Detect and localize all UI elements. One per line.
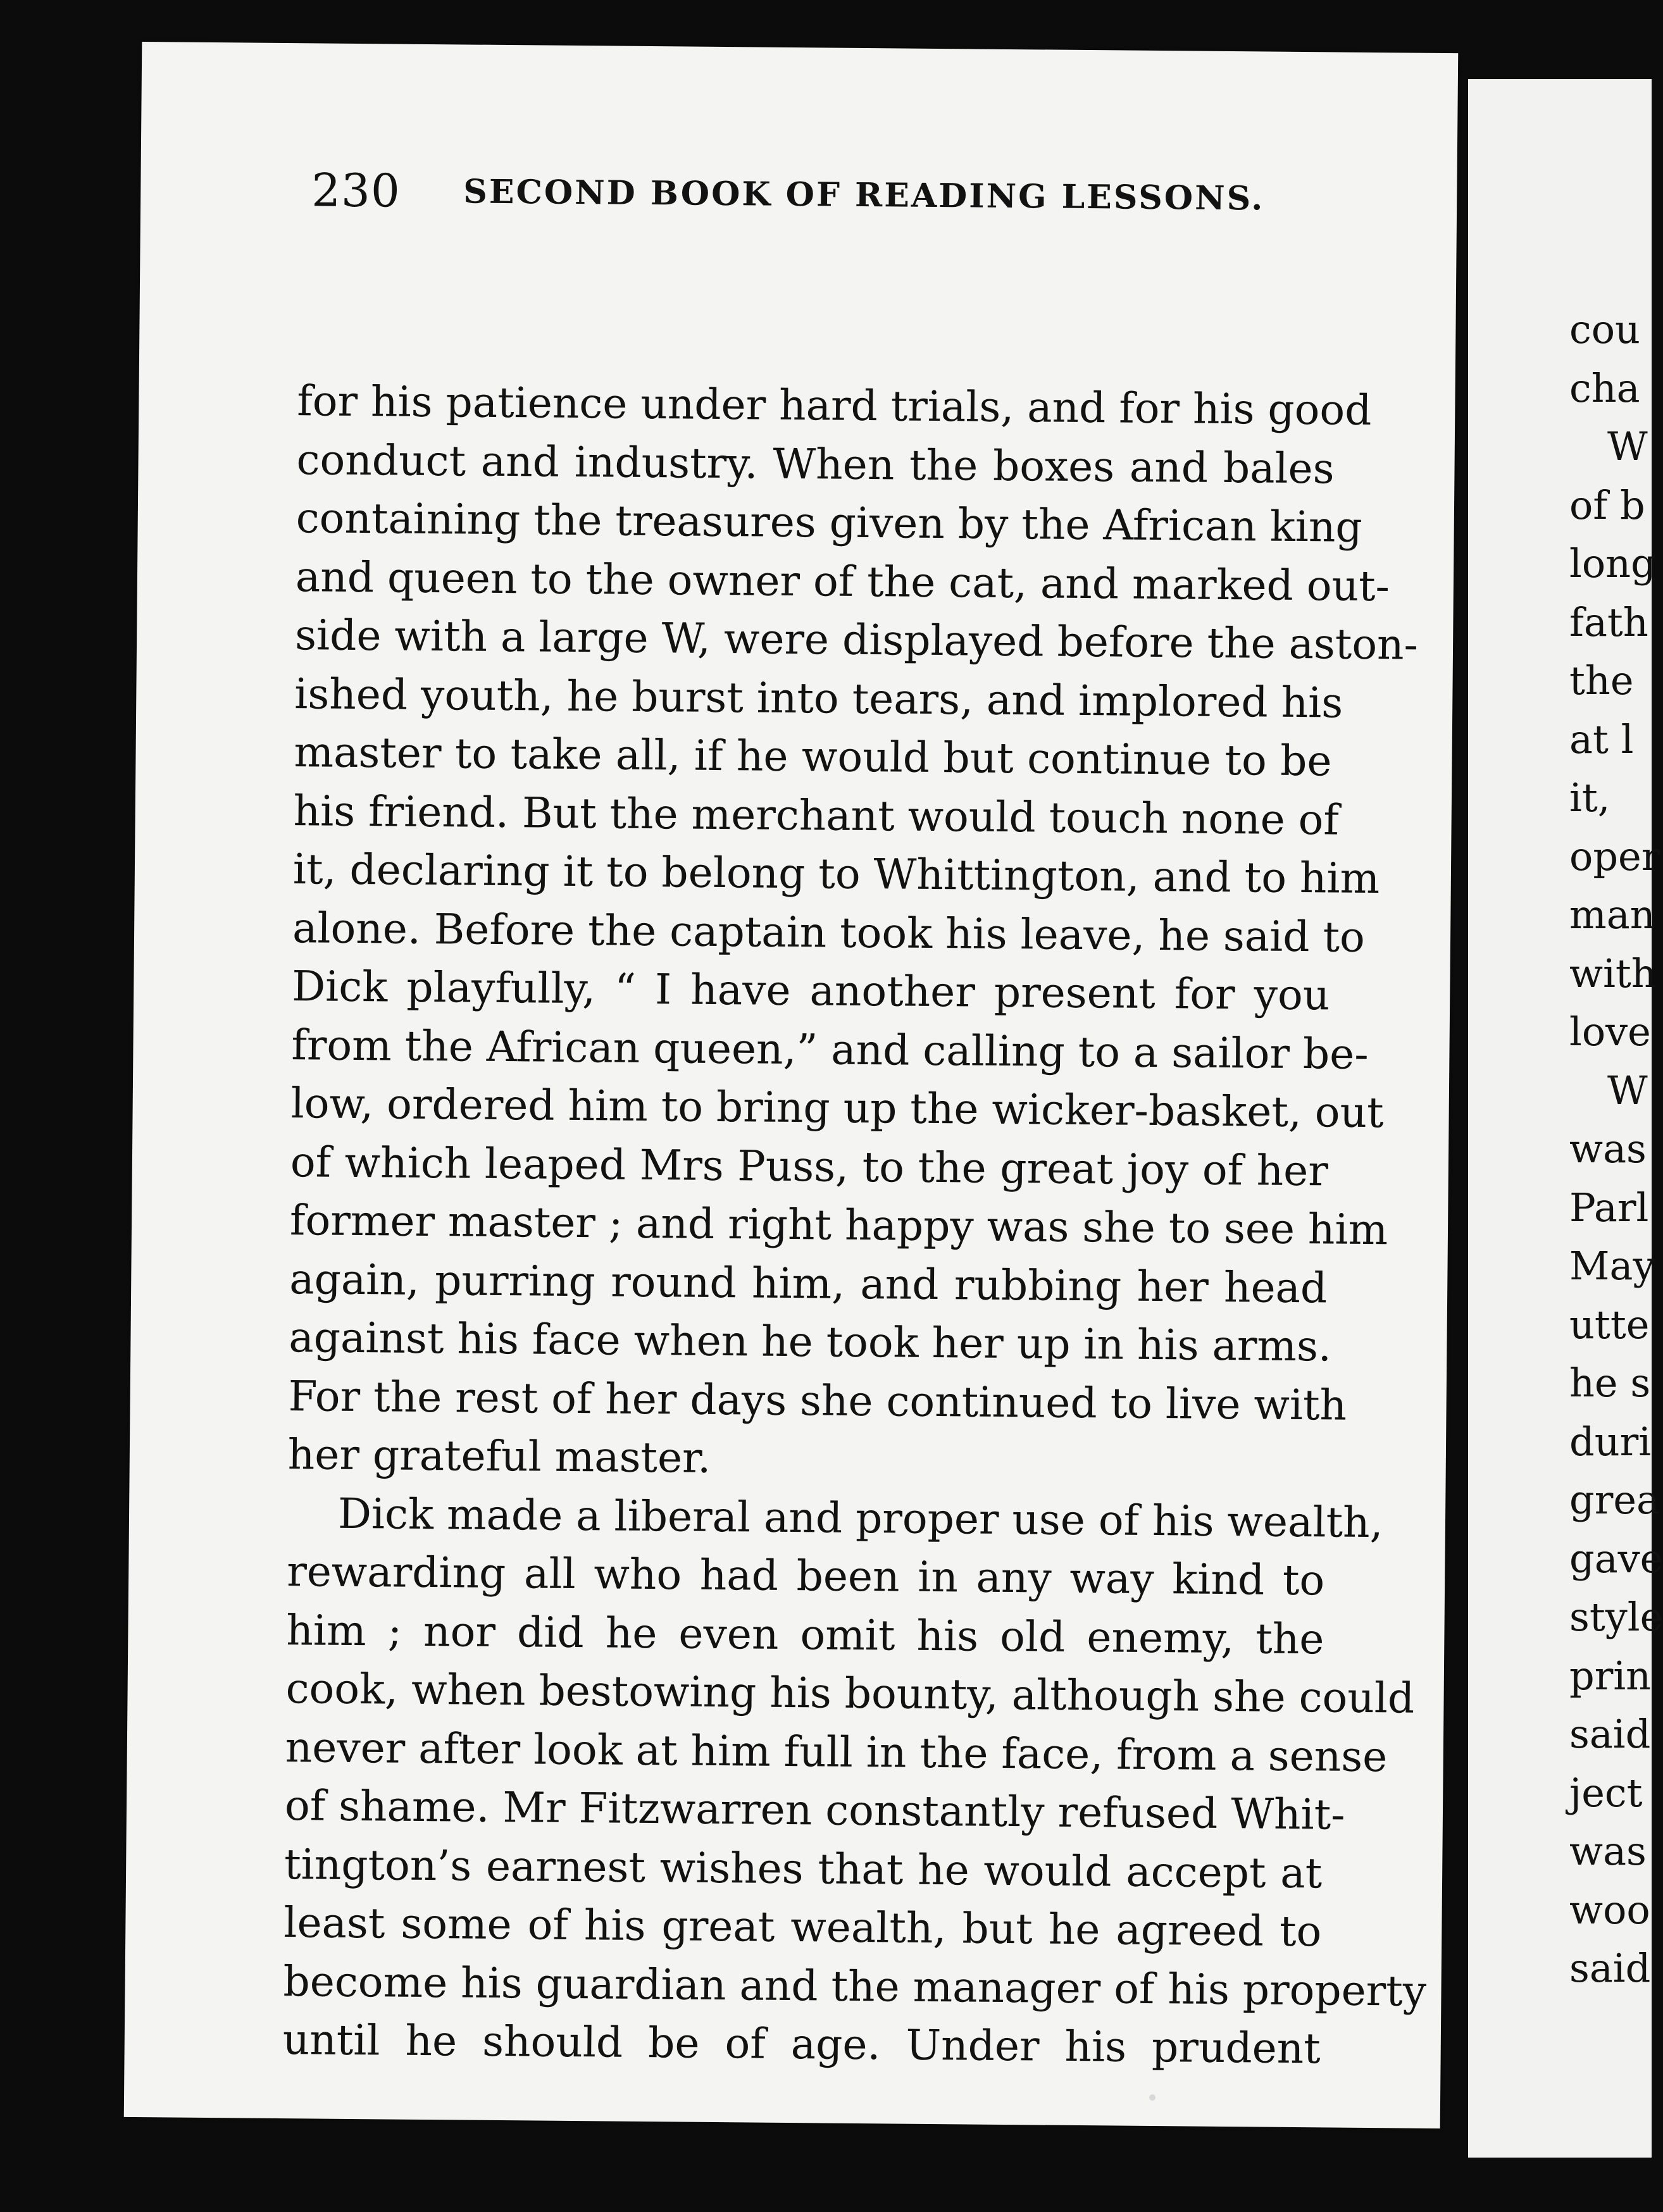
page-number: 230 [311, 163, 401, 218]
facing-page-fragment: said [1569, 1711, 1651, 1757]
facing-page-edge [1468, 79, 1663, 2158]
text-line: side with a large W, were displayed before the aston- [294, 611, 1419, 669]
text-line: master to take all, if he would but continue to be [294, 728, 1332, 786]
facing-page-fragment: May [1569, 1243, 1655, 1289]
facing-page-fragment: of b [1569, 482, 1645, 528]
text-line: it, declaring it to belong to Whittington, and to him [292, 845, 1380, 904]
facing-page-fragment: was [1569, 1828, 1647, 1874]
facing-page-fragment: cha [1569, 364, 1640, 411]
text-line: against his face when he took her up in his arms. [289, 1313, 1332, 1371]
facing-page-fragment: cou [1569, 306, 1640, 352]
facing-page-fragment: with [1569, 950, 1657, 997]
facing-page-fragment: duri [1569, 1418, 1652, 1465]
facing-page-fragment: style [1569, 1594, 1663, 1640]
facing-page-fragment: gave [1569, 1535, 1663, 1582]
text-line: until he should be of age. Under his prudent [282, 2015, 1321, 2073]
running-head [311, 163, 1356, 242]
text-line-paragraph-start: Dick made a liberal and proper use of his wealth, [337, 1489, 1383, 1547]
text-line: containing the treasures given by the African king [296, 494, 1363, 552]
text-line: least some of his great wealth, but he agreed to [283, 1898, 1322, 1956]
facing-page-fragment: love [1569, 1009, 1651, 1055]
text-line: never after look at him full in the face, from a sense [285, 1722, 1388, 1781]
text-line: from the African queen,” and calling to a sailor be- [291, 1020, 1369, 1079]
facing-page-fragment: it, [1569, 774, 1610, 821]
facing-page-fragment: said [1569, 1945, 1651, 1991]
body-text [282, 372, 1427, 2078]
facing-page-fragment: woo [1569, 1886, 1650, 1933]
facing-page-fragment: long [1569, 540, 1656, 587]
facing-page-fragment: fath [1569, 599, 1648, 645]
facing-page-text [1569, 301, 1663, 1998]
facing-page-fragment: oper [1569, 833, 1660, 879]
text-line: cook, when bestowing his bounty, although she could [285, 1664, 1415, 1723]
facing-page-fragment: he s [1569, 1360, 1651, 1406]
book-page [124, 42, 1459, 2128]
facing-page-fragment: W [1607, 1067, 1648, 1114]
facing-page-fragment: was [1569, 1126, 1647, 1172]
facing-page-fragment: the [1569, 657, 1634, 704]
facing-page-fragment: W [1607, 423, 1648, 469]
facing-page-fragment: at l [1569, 716, 1634, 762]
text-line: low, ordered him to bring up the wicker-basket, out [290, 1079, 1384, 1138]
text-line: become his guardian and the manager of his property [283, 1956, 1427, 2016]
text-line-paragraph-end: her grateful master. [287, 1430, 711, 1482]
facing-page-fragment: prin [1569, 1652, 1652, 1699]
text-line: him ; nor did he even omit his old enemy, the [286, 1605, 1324, 1663]
facing-page-fragment: man [1569, 892, 1655, 938]
text-line: ished youth, he burst into tears, and implored his [294, 669, 1343, 728]
text-line: for his patience under hard trials, and for his good [297, 376, 1372, 435]
paper-speck [1149, 2094, 1155, 2101]
text-line: conduct and industry. When the boxes and bales [296, 435, 1335, 493]
text-line: and queen to the owner of the cat, and marked out- [295, 552, 1390, 611]
text-line: of which leaped Mrs Puss, to the great joy of her [290, 1137, 1329, 1195]
facing-page-fragment: utte [1569, 1301, 1650, 1348]
text-line: tington’s earnest wishes that he would accept at [283, 1839, 1323, 1898]
text-line: rewarding all who had been in any way kind to [286, 1547, 1325, 1605]
text-line: For the rest of her days she continued to live with [288, 1371, 1347, 1430]
text-line: Dick playfully, “ I have another present for you [291, 962, 1330, 1020]
book-title: SECOND BOOK OF READING LESSONS. [463, 172, 1265, 218]
facing-page-fragment: Parl [1569, 1184, 1649, 1231]
text-line: of shame. Mr Fitzwarren constantly refused Whit- [284, 1781, 1345, 1839]
text-line: alone. Before the captain took his leave, he said to [292, 903, 1366, 962]
facing-page-fragment: grea [1569, 1477, 1660, 1523]
text-line: his friend. But the merchant would touch none of [293, 786, 1340, 845]
facing-page-fragment: ject [1569, 1769, 1643, 1816]
text-line: former master ; and right happy was she to see him [289, 1196, 1388, 1255]
page-content [282, 163, 1427, 2073]
text-line: again, purring round him, and rubbing her head [289, 1254, 1328, 1312]
